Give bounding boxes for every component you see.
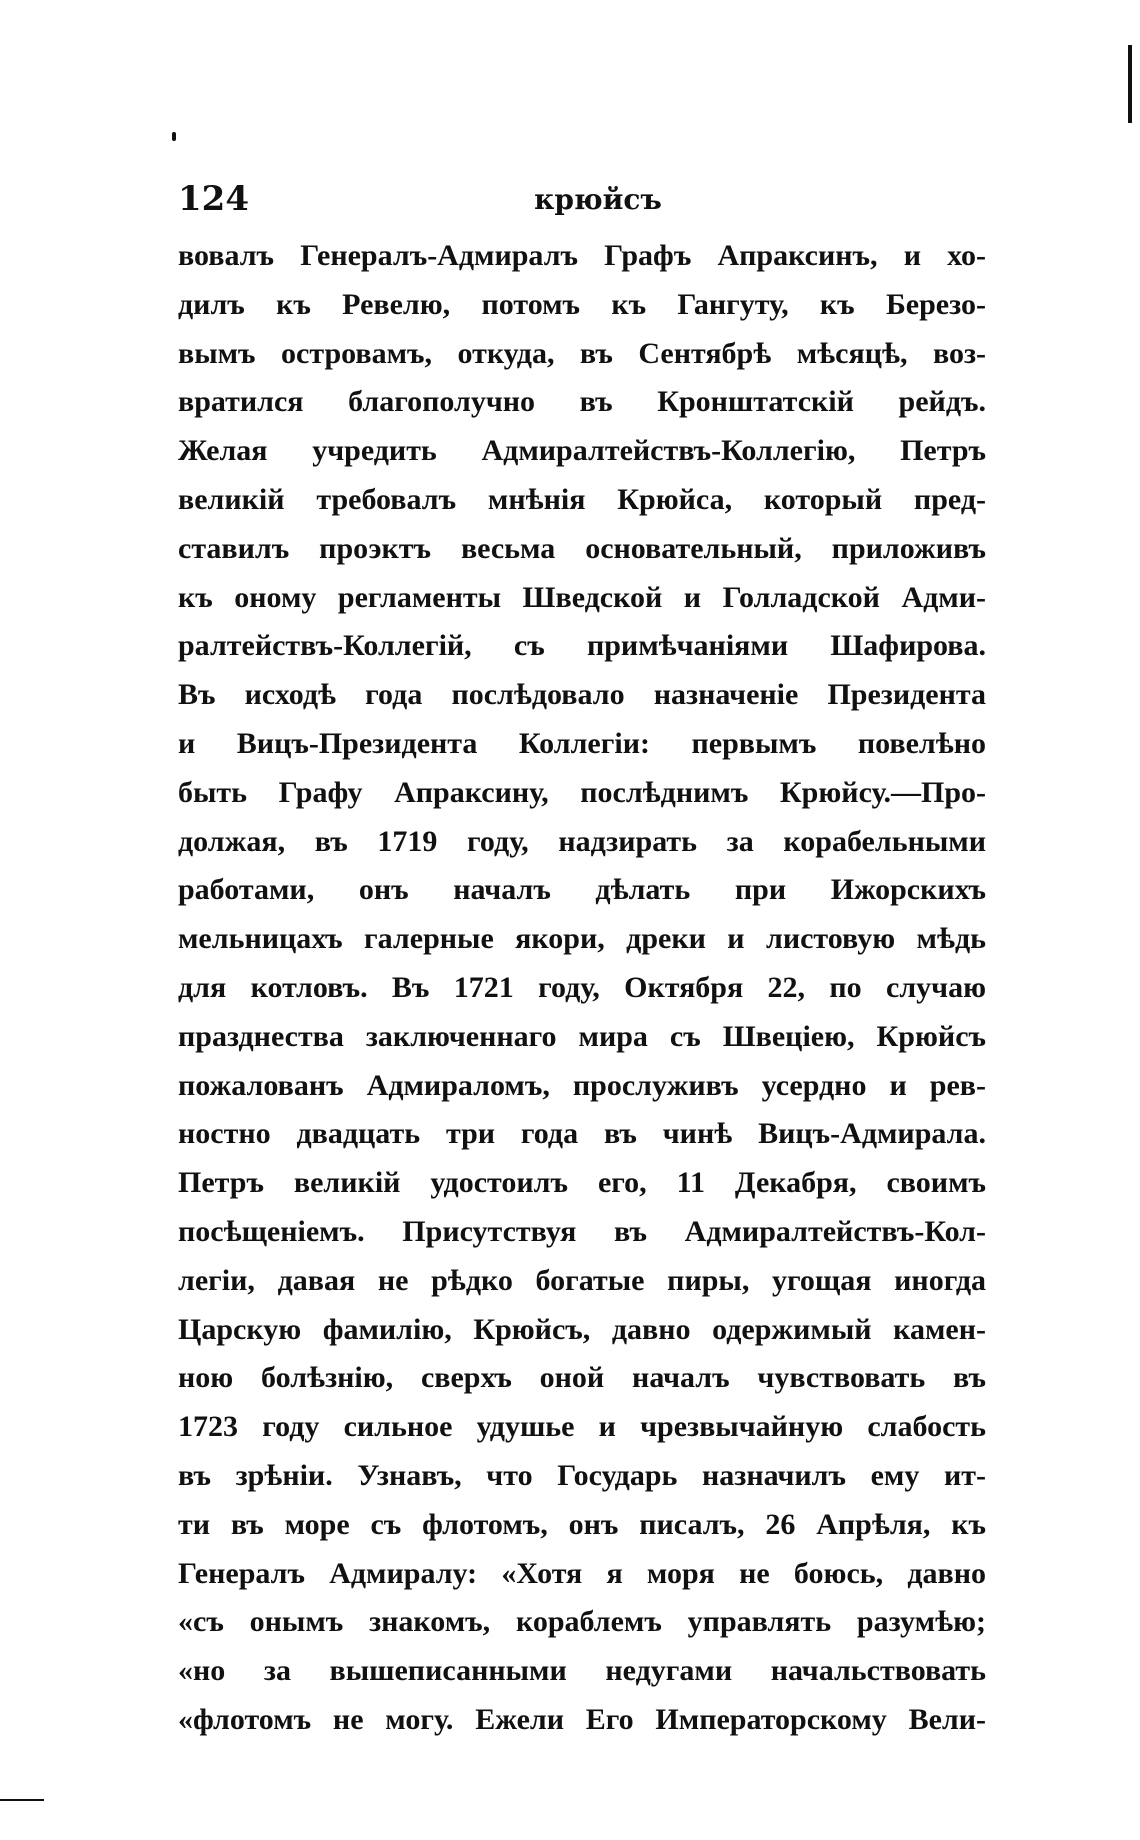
text-line: ностно двадцать три года въ чинѣ Вицъ-Адмирала.	[178, 1117, 986, 1151]
text-line: вратился благополучно въ Кронштатскій рейдъ.	[178, 385, 986, 419]
ink-dot-mark	[172, 132, 176, 141]
bottom-edge-rule	[0, 1799, 44, 1801]
page-number: 124	[178, 179, 249, 219]
text-line: для котловъ. Въ 1721 году, Октября 22, по случаю	[178, 970, 986, 1004]
text-line: великій требовалъ мнѣнія Крюйса, который пред-	[178, 482, 986, 516]
body-text	[178, 232, 986, 1745]
text-line: «флотомъ не могу. Ежели Его Императорскому Вели-	[178, 1702, 986, 1736]
text-line: и Вицъ-Президента Коллегіи: первымъ повелѣно	[178, 726, 986, 760]
text-line: къ оному регламенты Шведской и Голладской Адми-	[178, 580, 986, 614]
text-line: 1723 году сильное удушье и чрезвычайную слабость	[178, 1410, 986, 1444]
page-edge-mark	[1128, 45, 1132, 123]
text-line: вовалъ Генералъ-Адмиралъ Графъ Апраксинъ, и хо-	[178, 239, 986, 272]
text-line: въ зрѣніи. Узнавъ, что Государь назначилъ ему ит-	[178, 1458, 986, 1492]
text-line: должая, въ 1719 году, надзирать за корабельными	[178, 824, 986, 858]
text-line: Генералъ Адмиралу: «Хотя я моря не боюсь, давно	[178, 1556, 986, 1590]
text-line: пожалованъ Адмираломъ, прослуживъ усердно и рев-	[178, 1068, 986, 1102]
text-line: посѣщеніемъ. Присутствуя въ Адмиралтействъ-Кол-	[178, 1214, 986, 1248]
text-line: быть Графу Апраксину, послѣднимъ Крюйсу.—Про-	[178, 775, 986, 809]
text-line: вымъ островамъ, откуда, въ Сентябрѣ мѣсяцѣ, воз-	[178, 336, 986, 370]
text-line: ралтействъ-Коллегій, съ примѣчаніями Шафирова.	[178, 629, 986, 663]
text-line: Петръ великій удостоилъ его, 11 Декабря, своимъ	[178, 1166, 986, 1200]
text-line: мельницахъ галерные якори, дреки и листовую мѣдь	[178, 922, 986, 956]
text-line: Царскую фамилію, Крюйсъ, давно одержимый камен-	[178, 1312, 986, 1346]
text-line: Въ исходѣ года послѣдовало назначеніе Президента	[178, 678, 986, 712]
text-line: ставилъ проэктъ весьма основательный, приложивъ	[178, 531, 986, 565]
page-header	[178, 179, 988, 229]
text-line: работами, онъ началъ дѣлать при Ижорскихъ	[178, 873, 986, 907]
text-line: легіи, давая не рѣдко богатые пиры, угощая иногда	[178, 1263, 986, 1297]
text-line: «съ онымъ знакомъ, кораблемъ управлять разумѣю;	[178, 1605, 986, 1639]
running-head: крюйсъ	[534, 183, 662, 216]
text-line: Желая учредить Адмиралтействъ-Коллегію, Петръ	[178, 434, 986, 468]
text-line: празднества заключеннаго мира съ Швеціею, Крюйсъ	[178, 1019, 986, 1053]
text-line: ною болѣзнію, сверхъ оной началъ чувствовать въ	[178, 1361, 986, 1395]
text-line: «но за вышеписанными недугами начальствовать	[178, 1654, 986, 1688]
text-line: дилъ къ Ревелю, потомъ къ Гангуту, къ Березо-	[178, 287, 986, 321]
text-line: ти въ море съ флотомъ, онъ писалъ, 26 Апрѣля, къ	[178, 1507, 986, 1541]
